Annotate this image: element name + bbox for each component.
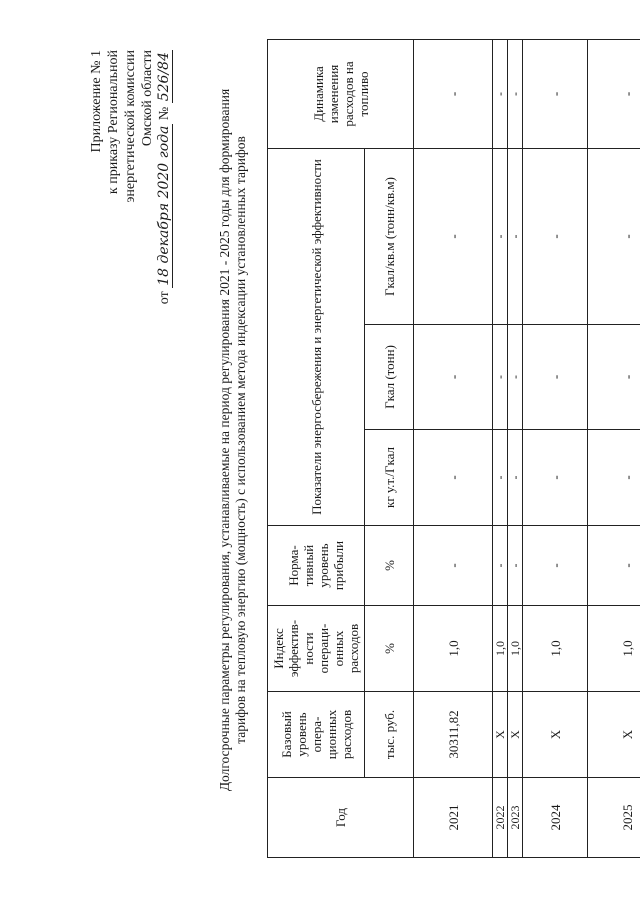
cell-index: 1,0 <box>508 606 523 692</box>
cell-energy-3: - <box>588 148 640 324</box>
cell-energy-2: - <box>508 325 523 430</box>
cell-energy-3: - <box>493 148 508 324</box>
cell-profit: - <box>588 526 640 606</box>
handwritten-date: 18 декабря 2020 года <box>156 125 172 286</box>
unit-energy-3: Гкал/кв.м (тонн/кв.м) <box>365 148 414 324</box>
cell-index: 1,0 <box>493 606 508 692</box>
header-year: Год <box>268 778 414 858</box>
cell-energy-3: - <box>508 148 523 324</box>
handwritten-number: 526/84 <box>156 52 172 102</box>
cell-profit: - <box>508 526 523 606</box>
cell-energy-1: - <box>588 430 640 526</box>
cell-base: Х <box>508 692 523 778</box>
cell-index: 1,0 <box>523 606 588 692</box>
cell-fuel: - <box>493 39 508 148</box>
header-efficiency-index: Индекс эффектив-ности операци-онных расходов <box>268 606 365 692</box>
cell-profit: - <box>414 526 493 606</box>
cell-year: 2025 <box>588 778 640 858</box>
appendix-block <box>88 50 173 304</box>
cell-energy-2: - <box>588 325 640 430</box>
cell-profit: - <box>523 526 588 606</box>
header-energy-saving: Показатели энергосбережения и энергетической эффективности <box>268 148 365 525</box>
cell-energy-2: - <box>414 325 493 430</box>
cell-energy-2: - <box>493 325 508 430</box>
title-line-2: тарифов на тепловую энергию (мощность) с использованием метода индексации установленных тарифов <box>233 136 248 744</box>
cell-year: 2021 <box>414 778 493 858</box>
title-line-1: Долгосрочные параметры регулирования, устанавливаемые на период регулирования 2021 - 2025 годы для формирования <box>217 88 232 792</box>
date-prefix: от <box>157 291 172 305</box>
cell-profit: - <box>493 526 508 606</box>
header-fuel-dynamics: Динамика изменения расходов на топливо <box>268 39 414 148</box>
table-row <box>414 39 493 857</box>
cell-base: Х <box>523 692 588 778</box>
cell-year: 2022 <box>493 778 508 858</box>
table-row <box>508 39 523 857</box>
appendix-line-1: Приложение № 1 <box>89 50 104 153</box>
cell-energy-1: - <box>493 430 508 526</box>
unit-efficiency-index: % <box>365 606 414 692</box>
cell-energy-1: - <box>414 430 493 526</box>
cell-base: Х <box>493 692 508 778</box>
cell-fuel: - <box>508 39 523 148</box>
cell-energy-2: - <box>523 325 588 430</box>
table-row <box>523 39 588 857</box>
parameters-table <box>267 39 640 858</box>
cell-energy-3: - <box>414 148 493 324</box>
header-base-level: Базовый уровень опера-ционных расходов <box>268 692 365 778</box>
cell-year: 2023 <box>508 778 523 858</box>
header-normative-profit: Норма-тивный уровень прибыли <box>268 526 365 606</box>
cell-index: 1,0 <box>588 606 640 692</box>
table-row <box>493 39 508 857</box>
appendix-line-4: Омской области <box>140 50 155 147</box>
appendix-line-2: к приказу Региональной <box>106 50 121 195</box>
appendix-line-3: энергетической комиссии <box>123 50 138 203</box>
order-date-line <box>156 50 173 304</box>
number-prefix: № <box>157 106 172 121</box>
cell-year: 2024 <box>523 778 588 858</box>
table-row <box>588 39 640 857</box>
unit-normative-profit: % <box>365 526 414 606</box>
cell-energy-3: - <box>523 148 588 324</box>
cell-fuel: - <box>414 39 493 148</box>
unit-base-level: тыс. руб. <box>365 692 414 778</box>
cell-base: Х <box>588 692 640 778</box>
document-page <box>10 20 635 880</box>
cell-energy-1: - <box>508 430 523 526</box>
unit-energy-2: Гкал (тонн) <box>365 325 414 430</box>
cell-fuel: - <box>588 39 640 148</box>
cell-base: 30311,82 <box>414 692 493 778</box>
cell-fuel: - <box>523 39 588 148</box>
document-title <box>217 30 249 850</box>
unit-energy-1: кг у.т./Гкал <box>365 430 414 526</box>
cell-index: 1,0 <box>414 606 493 692</box>
cell-energy-1: - <box>523 430 588 526</box>
